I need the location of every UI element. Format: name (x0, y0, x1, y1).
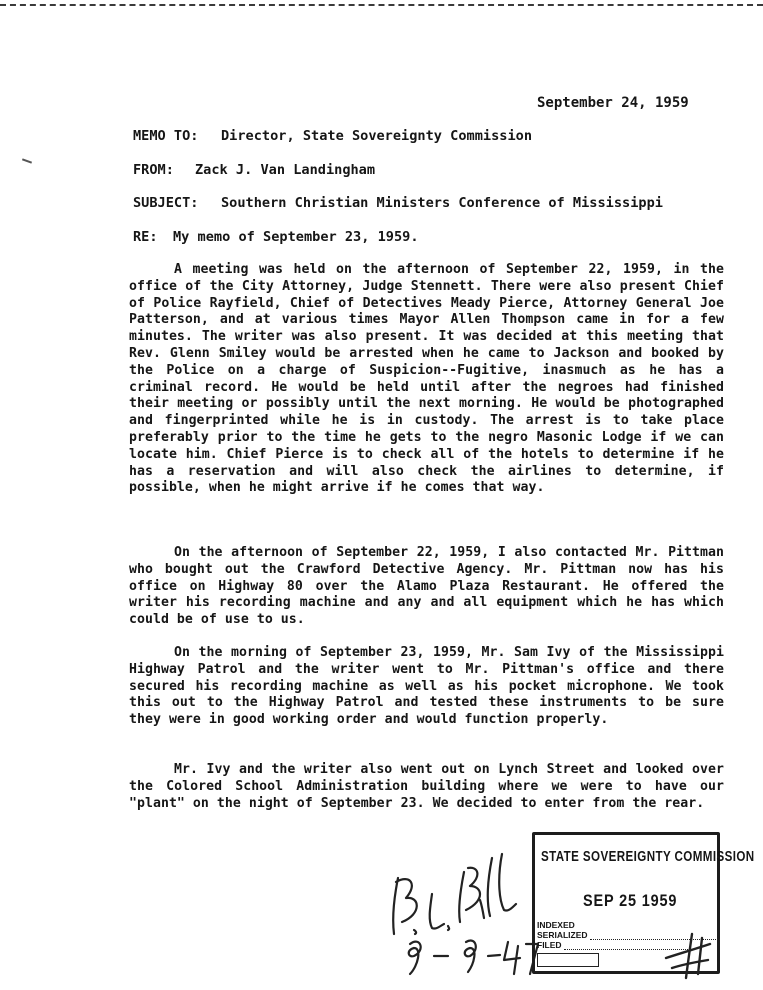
from-line (133, 162, 375, 178)
memo-date: September 24, 1959 (537, 95, 689, 111)
memo-to-line (133, 128, 532, 144)
stamp-filed-label: FILED (537, 940, 562, 950)
handwritten-initials (662, 928, 714, 980)
stamp-title: STATE SOVEREIGNTY COMMISSION (541, 849, 755, 865)
paragraph-4: Mr. Ivy and the writer also went out on Lynch Street and looked over the Colored School Administration building where we were to have our "plant" on the night of September 23. We decided to enter from the rear. (129, 762, 724, 811)
re-value: My memo of September 23, 1959. (173, 229, 419, 245)
paragraph-3: On the morning of September 23, 1959, Mr. Sam Ivy of the Mississippi Highway Patrol and the writer went to Mr. Pittman's office and there secured his recording machine as well as his pocket microphone. We took this out to the Highway Patrol and tested these instruments to be sure they were in good working order and would function properly. (129, 645, 724, 728)
stamp-indexed-label: INDEXED (537, 920, 575, 930)
memo-to-label: MEMO TO: (133, 128, 199, 144)
stamp-box (537, 953, 599, 967)
subject-line (133, 195, 663, 211)
re-label: RE: (133, 229, 158, 245)
signature-text: B. L. Bill (380, 823, 477, 842)
handwritten-signature (380, 823, 540, 978)
subject-label: SUBJECT: (133, 195, 199, 211)
from-value: Zack J. Van Landingham (195, 162, 376, 178)
margin-mark (22, 158, 32, 163)
memo-to-value: Director, State Sovereignty Commission (221, 128, 532, 144)
stamp-date: SEP 25 1959 (583, 891, 678, 910)
paragraph-1: A meeting was held on the afternoon of September 22, 1959, in the office of the City Attorney, Judge Stennett. There were also present Chief of Police Rayfield, Chief of Detectives Meady Pierce, Attorney General Joe Patterson, and at various times Mayor Allen Thompson came in for a few minutes. The writer was also present. It was decided at this meeting that Rev. Glenn Smiley would be arrested when he came to Jackson and booked by the Police on a charge of Suspicion--Fugitive, inasmuch as he has a criminal record. He would be held until after the negroes had finished their meeting or possibly until the next morning. He would be photographed and fingerprinted while he is in custody. The arrest is to take place preferably prior to the time he gets to the negro Masonic Lodge if we can locate him. Chief Pierce is to check all of the hotels to determine if he has a reservation and will also check the airlines to determine, if possible, when he might arrive if he comes that way. (129, 262, 724, 496)
paragraph-2: On the afternoon of September 22, 1959, I also contacted Mr. Pittman who bought out the Crawford Detective Agency. Mr. Pittman now has his office on Highway 80 over the Alamo Plaza Restaurant. He offered the writer his recording machine and any and all equipment which he has which could be of use to us. (129, 545, 724, 628)
re-line (133, 229, 419, 245)
from-label: FROM: (133, 162, 174, 178)
subject-value: Southern Christian Ministers Conference of Mississippi (221, 195, 663, 211)
stamp-serialized-label: SERIALIZED (537, 930, 588, 940)
page-top-edge (0, 4, 763, 6)
